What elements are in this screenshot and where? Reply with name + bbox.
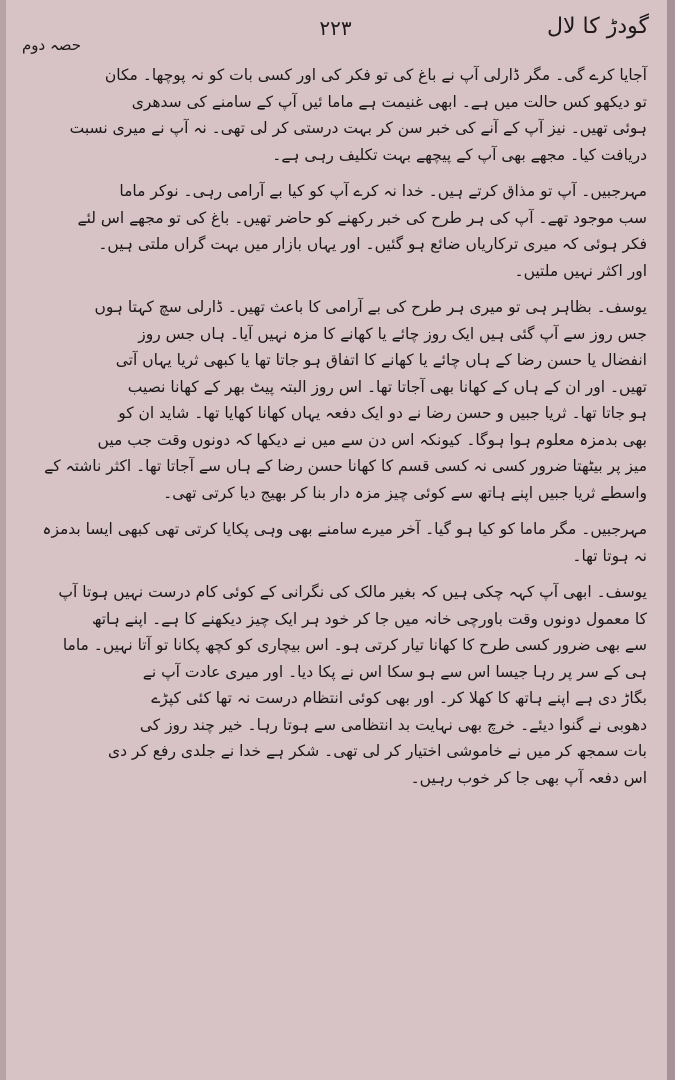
text-line: انفضال یا حسن رضا کے ہاں چائے یا کھانے کا اتفاق ہو جاتا تھا یا کبھی ثریا یہاں آتی	[115, 351, 647, 369]
text-line: اور اکثر نہیں ملتیں۔	[514, 261, 647, 280]
text-line: مہرجبیں۔ آپ تو مذاق کرتے ہیں۔ خدا نہ کرے آپ کو کیا بے آرامی رہی۔ نوکر ماما	[119, 182, 647, 200]
page-header	[22, 14, 649, 58]
text-line: کا معمول دونوں وقت باورچی خانہ میں جا کر خود ہر ایک چیز دیکھنے کا ہے۔ اپنے ہاتھ	[91, 609, 647, 628]
text-line: یوسف۔ بظاہر ہی تو میری ہر طرح کی بے آرامی کا باعث تھیں۔ ڈارلی سچ کہتا ہوں	[94, 298, 647, 316]
part-label: حصہ دوم	[22, 36, 82, 54]
text-line: واسطے ثریا جبیں اپنے ہاتھ سے کوئی چیز مزہ دار بنا کر بھیج دیا کرتی تھی۔	[163, 483, 647, 502]
text-line: دھوبی نے گنوا دیئے۔ خرچ بھی نہایت بد انتظامی سے ہوتا رہا۔ خیر چند روز کی	[139, 715, 647, 734]
paragraph-5	[24, 579, 647, 791]
text-line: نہ ہوتا تھا۔	[572, 546, 647, 565]
running-title: گودڑ کا لال	[547, 14, 649, 39]
page-body	[24, 62, 647, 1072]
text-line: یوسف۔ ابھی آپ کہہ چکی ہیں کہ بغیر مالک کی نگرانی کے کوئی کام درست نہیں ہوتا آپ	[58, 583, 647, 601]
text-line: ہی کے سر پر رہا جیسا اس سے ہو سکا اس نے پکا دیا۔ اور میری عادت آپ نے	[142, 662, 647, 681]
paragraph-3	[24, 294, 647, 506]
paragraph-2	[24, 178, 647, 284]
text-line: بگاڑ دی ہے اپنے ہاتھ کا کھلا کر۔ اور بھی کوئی انتظام درست نہ تھا کئی کپڑے	[151, 689, 647, 707]
text-line: تو دیکھو کس حالت میں ہے۔ ابھی غنیمت ہے ماما ئیں آپ کے سامنے کی سدھری	[131, 92, 647, 111]
page-number: ۲۲۳	[319, 16, 352, 40]
text-line: آجایا کرے گی۔ مگر ڈارلی آپ نے باغ کی تو فکر کی اور کسی بات کو نہ پوچھا۔ مکان	[104, 66, 647, 84]
text-line: بھی بدمزہ معلوم ہوا ہوگا۔ کیونکہ اس دن سے میں نے دیکھا کہ دونوں وقت جب میں	[97, 430, 647, 449]
text-line: ہوئی تھیں۔ نیز آپ کے آنے کی خبر سن کر بہت درستی کر لی تھی۔ نہ آپ نے میری نسبت	[69, 119, 647, 137]
text-line: دریافت کیا۔ مجھے بھی آپ کے پیچھے بہت تکلیف رہی ہے۔	[272, 145, 647, 164]
text-line: میز پر بیٹھتا ضرور کسی نہ کسی قسم کا کھانا حسن رضا کے ہاں سے آجاتا تھا۔ اکثر ناشتہ کے	[44, 457, 647, 475]
paragraph-1	[24, 62, 647, 168]
text-line: سے بھی ضرور کسی طرح کا کھانا تیار کرتی ہو۔ اس بیچاری کو کچھ پکانا تو آتا نہیں۔ ماما	[62, 636, 647, 654]
text-line: ہو جاتا تھا۔ ثریا جبیں و حسن رضا نے دو ایک دفعہ یہاں کھانا کھایا تھا۔ شاید ان کو	[118, 404, 647, 422]
text-line: مہرجبیں۔ مگر ماما کو کیا ہو گیا۔ آخر میرے سامنے بھی وہی پکایا کرتی تھی کبھی ایسا بدمزہ	[42, 520, 647, 538]
text-line: فکر ہوئی کہ میری ترکاریاں ضائع ہو گئیں۔ اور یہاں بازار میں بہت گراں ملتی ہیں۔	[98, 235, 647, 253]
paragraph-4	[24, 516, 647, 569]
text-line: اس دفعہ آپ بھی جا کر خوب رہیں۔	[410, 768, 647, 787]
text-line: بات سمجھ کر میں نے خاموشی اختیار کر لی تھی۔ شکر ہے خدا نے جلدی رفع کر دی	[107, 742, 647, 760]
text-line: جس روز سے آپ گئی ہیں ایک روز چائے یا کھانے کا مزہ نہیں آیا۔ ہاں جس روز	[138, 324, 647, 343]
text-line: سب موجود تھے۔ آپ کی ہر طرح کی خبر رکھنے کو حاضر تھیں۔ باغ کی تو مجھے اس لئے	[77, 208, 647, 227]
text-line: تھیں۔ اور ان کے ہاں کے کھانا بھی آجاتا تھا۔ اس روز البتہ پیٹ بھر کے کھانا نصیب	[127, 377, 647, 396]
